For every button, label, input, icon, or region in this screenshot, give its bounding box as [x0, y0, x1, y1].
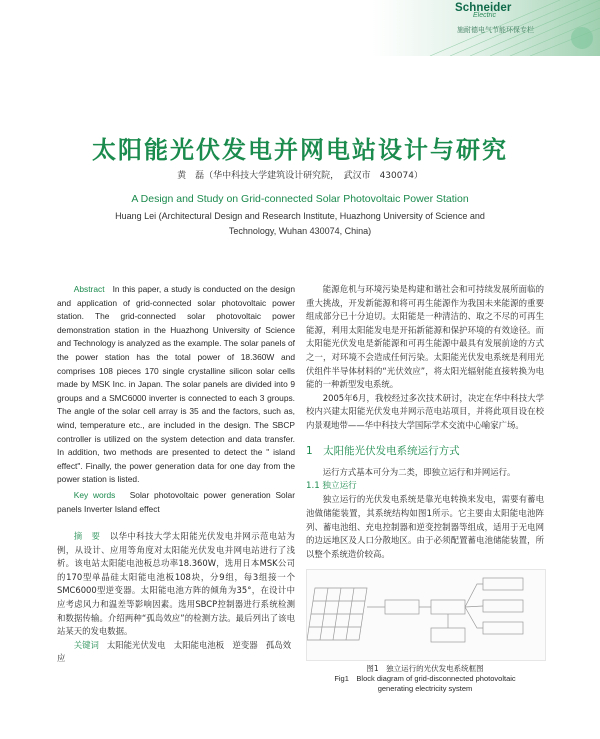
brand-name: Schneider: [455, 2, 512, 14]
keywords-en: [57, 489, 295, 516]
keywords-en-label: Key words: [73, 489, 116, 500]
keywords-cn-label: 关键词: [73, 639, 99, 650]
brand-sub: Electric: [473, 12, 496, 19]
author-en: [0, 209, 600, 239]
paper-title: 太阳能光伏发电并网电站设计与研究: [92, 136, 508, 164]
abstract-en-text: In this paper, a study is conducted on the design and application of grid-connected solar photovoltaic power station. The grid-connected solar photovoltaic power demonstration station in the Huazhong University of Science and Technology is analyzed as the example. The solar panels of the power station has the total power of 18.360W and comprises 108 pieces 170 single crystalline silicon solar cells made by MSK Inc. in Japan. The solar panels are divided into 9 groups and a SMC6000 inverter is connected to each 3 groups. The angle of the solar cell array is 35 and the factors, such as, wind, temperature etc., are included in the design. The SBCP controller is utilized on the system detection and data transfer. In addition, two methods are presented to detect the " island effect". Finally, the power generation data for one day from the power station is listed.: [57, 284, 295, 485]
header-banner: [0, 0, 600, 56]
intro-paragraph-2: 2005年6月，我校经过多次技术研讨，决定在华中科技大学校内兴建太阳能光伏发电并网示范电站项目，并将此项目设在校内景观地带——华中科技大学国际学术交流中心喻家广场。: [306, 392, 544, 430]
figure-1: [306, 569, 546, 661]
intro-paragraph-1: 能源危机与环境污染是构建和谐社会和可持续发展所面临的重大挑战，开发新能源和将可再生能源作为我国未来能源的重要组成部分已十分迫切。太阳能是一种清洁的、取之不尽的可再生能源，利用太阳能发电是开拓新能源和保护环境的有效途径。而太阳能光伏发电是新能源和可再生能源中最具有发展前途的方式之一，对环境不会造成任何污染。太阳能光伏发电系统是利用光伏组件半导体材料的“光伏效应”，将太阳光辐射能直接转换为电能的一种新型发电系统。: [306, 284, 544, 390]
abstract-en-label: Abstract: [73, 284, 105, 294]
section-1-1-text: 独立运行的光伏发电系统是靠光电转换来发电，需要有蓄电池做储能装置，其系统结构如图1所示。它主要由太阳能电池阵列、蓄电池组、充电控制器和逆变控制器等组成，适用于无电网的边远地区及人口分散地区。由于必须配置蓄电池储能装置，所以整个系统造价较高。: [306, 494, 544, 559]
inverter-box: [431, 600, 465, 614]
solar-array-rows: [309, 601, 365, 627]
abstract-en: [57, 283, 295, 487]
right-column: [306, 283, 544, 694]
keywords-cn-text: 太阳能光伏发电 太阳能电池板 逆变器 孤岛效应: [57, 639, 292, 664]
section-1-1-heading: 1.1 独立运行: [306, 480, 357, 491]
paper-title-en: A Design and Study on Grid-connected Solar Photovoltaic Power Station: [131, 193, 469, 205]
figure-1-caption-en-1: Fig1 Block diagram of grid-disconnected photovoltaic: [334, 674, 516, 684]
brand-slogan: 施耐德电气节能环保专栏: [457, 26, 534, 34]
figure-1-caption-cn: 图1 独立运行的光伏发电系统框图: [366, 664, 484, 674]
abstract-cn-label: 摘 要: [73, 531, 101, 542]
output-box: [483, 622, 523, 634]
abstract-cn-text: 以华中科技大学太阳能光伏发电并网示范电站为例，从设计、应用等角度对太阳能光伏发电并网电站进行了浅析。该电站太阳能电池板总功率18.360W，选用日本MSK公司的170型单晶硅太阳能电池板108块，分9组，每3组接一个SMC6000型逆变器。太阳能电池方阵的倾角为35°，在设计中应考虑风力和温差等影响因素。选用SBCP控制器进行系统检测和数据传输。介绍两种“孤岛效应”的检测方法。最后列出了该电站某天的发电数据。: [57, 531, 296, 637]
section-1-heading: 1 太阳能光伏发电系统运行方式: [306, 444, 460, 457]
author-en-line2: Technology, Wuhan 430074, China): [228, 226, 372, 236]
figure-1-caption-en-2: generating electricity system: [377, 684, 473, 694]
controller-box: [385, 600, 419, 614]
author-cn: 黄 磊（华中科技大学建筑设计研究院， 武汉市 430074）: [177, 171, 423, 181]
ac-load-box: [483, 600, 523, 612]
left-column: [57, 283, 295, 666]
author-en-line1: Huang Lei (Architectural Design and Research Institute, Huazhong University of Science and: [115, 211, 485, 221]
figure-1-diagram: [307, 570, 545, 660]
abstract-cn: [57, 530, 295, 639]
section-1-text: 运行方式基本可分为二类，即独立运行和并网运行。: [322, 467, 516, 478]
brand-logo: [455, 2, 534, 35]
battery-box: [431, 628, 465, 642]
keywords-en-text: Solar photovoltaic power generation Solar panels Inverter Island effect: [57, 489, 296, 514]
dc-load-box: [483, 578, 523, 590]
keywords-cn: [57, 639, 295, 666]
